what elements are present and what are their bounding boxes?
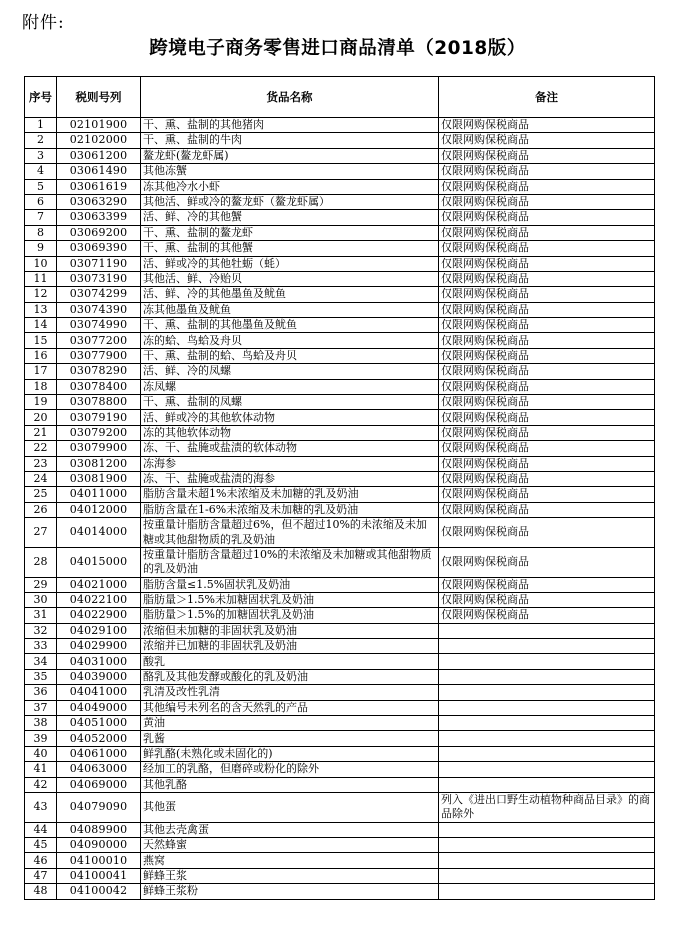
table-row: [25, 379, 655, 394]
row-seq-cell: 6: [25, 194, 57, 209]
row-tariff-code-cell: 04090000: [57, 838, 141, 853]
row-remarks-cell: 仅限网购保税商品: [439, 608, 655, 623]
row-tariff-code-cell: 02102000: [57, 133, 141, 148]
row-tariff-code-cell: 03061490: [57, 164, 141, 179]
table-row: [25, 210, 655, 225]
row-seq-cell: 37: [25, 700, 57, 715]
row-goods-name-cell: 经加工的乳酪，但磨碎或粉化的除外: [141, 762, 439, 777]
row-tariff-code-cell: 03074299: [57, 287, 141, 302]
table-row: [25, 133, 655, 148]
table-row: [25, 425, 655, 440]
table-row: [25, 777, 655, 792]
row-tariff-code-cell: 04061000: [57, 746, 141, 761]
row-remarks-cell: 仅限网购保税商品: [439, 225, 655, 240]
row-remarks-cell: [439, 669, 655, 684]
row-remarks-cell: [439, 716, 655, 731]
row-tariff-code-cell: 02101900: [57, 118, 141, 133]
table-row: [25, 793, 655, 823]
row-goods-name-cell: 其他蛋: [141, 793, 439, 823]
row-remarks-cell: [439, 853, 655, 868]
table-header-row: [25, 77, 655, 118]
table-row: [25, 762, 655, 777]
row-goods-name-cell: 干、熏、盐制的鳌龙虾: [141, 225, 439, 240]
row-remarks-cell: 仅限网购保税商品: [439, 456, 655, 471]
row-seq-cell: 24: [25, 471, 57, 486]
row-seq-cell: 23: [25, 456, 57, 471]
row-goods-name-cell: 鲜蜂王浆: [141, 868, 439, 883]
row-remarks-cell: 仅限网购保税商品: [439, 487, 655, 502]
row-seq-cell: 20: [25, 410, 57, 425]
row-seq-cell: 5: [25, 179, 57, 194]
row-tariff-code-cell: 04022100: [57, 592, 141, 607]
row-goods-name-cell: 乳酱: [141, 731, 439, 746]
row-tariff-code-cell: 04014000: [57, 518, 141, 548]
row-tariff-code-cell: 03079190: [57, 410, 141, 425]
row-seq-cell: 9: [25, 241, 57, 256]
row-seq-cell: 10: [25, 256, 57, 271]
row-remarks-cell: 仅限网购保税商品: [439, 256, 655, 271]
table-row: [25, 179, 655, 194]
row-goods-name-cell: 干、熏、盐制的牛肉: [141, 133, 439, 148]
row-tariff-code-cell: 03078400: [57, 379, 141, 394]
row-remarks-cell: 仅限网购保税商品: [439, 179, 655, 194]
table-row: [25, 364, 655, 379]
row-remarks-cell: 仅限网购保税商品: [439, 379, 655, 394]
row-seq-cell: 22: [25, 441, 57, 456]
row-seq-cell: 14: [25, 318, 57, 333]
row-seq-cell: 28: [25, 547, 57, 577]
row-goods-name-cell: 黄油: [141, 716, 439, 731]
row-goods-name-cell: 按重量计脂肪含量超过6%，但不超过10%的未浓缩及未加糖或其他甜物质的乳及奶油: [141, 518, 439, 548]
row-tariff-code-cell: 04049000: [57, 700, 141, 715]
row-goods-name-cell: 冻、干、盐腌或盐渍的海参: [141, 471, 439, 486]
row-remarks-cell: [439, 746, 655, 761]
row-goods-name-cell: 冻的其他软体动物: [141, 425, 439, 440]
table-row: [25, 395, 655, 410]
row-tariff-code-cell: 03081900: [57, 471, 141, 486]
row-goods-name-cell: 脂肪含量≤1.5%固状乳及奶油: [141, 577, 439, 592]
row-seq-cell: 26: [25, 502, 57, 517]
row-tariff-code-cell: 03069390: [57, 241, 141, 256]
row-goods-name-cell: 鲜乳酪(未熟化或未固化的): [141, 746, 439, 761]
row-remarks-cell: [439, 777, 655, 792]
row-seq-cell: 35: [25, 669, 57, 684]
row-goods-name-cell: 冻的蛤、鸟蛤及舟贝: [141, 333, 439, 348]
row-seq-cell: 4: [25, 164, 57, 179]
row-seq-cell: 40: [25, 746, 57, 761]
row-seq-cell: 2: [25, 133, 57, 148]
row-goods-name-cell: 其他去壳禽蛋: [141, 822, 439, 837]
row-goods-name-cell: 燕窝: [141, 853, 439, 868]
row-goods-name-cell: 脂肪量＞1.5%的加糖固状乳及奶油: [141, 608, 439, 623]
row-tariff-code-cell: 04012000: [57, 502, 141, 517]
table-row: [25, 518, 655, 548]
row-remarks-cell: [439, 685, 655, 700]
row-remarks-cell: [439, 838, 655, 853]
row-remarks-cell: 仅限网购保税商品: [439, 118, 655, 133]
row-goods-name-cell: 干、熏、盐制的其他蟹: [141, 241, 439, 256]
table-row: [25, 592, 655, 607]
row-tariff-code-cell: 04052000: [57, 731, 141, 746]
row-goods-name-cell: 酸乳: [141, 654, 439, 669]
row-remarks-cell: 仅限网购保税商品: [439, 287, 655, 302]
row-goods-name-cell: 乳清及改性乳清: [141, 685, 439, 700]
row-tariff-code-cell: 03061619: [57, 179, 141, 194]
table-row: [25, 685, 655, 700]
table-row: [25, 333, 655, 348]
row-goods-name-cell: 鲜蜂王浆粉: [141, 884, 439, 899]
row-tariff-code-cell: 03078290: [57, 364, 141, 379]
table-row: [25, 456, 655, 471]
row-tariff-code-cell: 04029100: [57, 623, 141, 638]
row-tariff-code-cell: 03063399: [57, 210, 141, 225]
row-tariff-code-cell: 03077900: [57, 348, 141, 363]
row-seq-cell: 8: [25, 225, 57, 240]
table-row: [25, 639, 655, 654]
column-header-seq: 序号: [25, 77, 57, 118]
row-tariff-code-cell: 04031000: [57, 654, 141, 669]
document-title: 跨境电子商务零售进口商品清单（2018版）: [149, 38, 526, 59]
row-seq-cell: 36: [25, 685, 57, 700]
table-row: [25, 194, 655, 209]
row-seq-cell: 30: [25, 592, 57, 607]
row-goods-name-cell: 天然蜂蜜: [141, 838, 439, 853]
row-remarks-cell: 仅限网购保税商品: [439, 471, 655, 486]
row-remarks-cell: [439, 700, 655, 715]
row-seq-cell: 41: [25, 762, 57, 777]
row-remarks-cell: [439, 884, 655, 899]
row-goods-name-cell: 其他冻蟹: [141, 164, 439, 179]
row-tariff-code-cell: 03069200: [57, 225, 141, 240]
row-seq-cell: 15: [25, 333, 57, 348]
row-goods-name-cell: 冻其他冷水小虾: [141, 179, 439, 194]
row-tariff-code-cell: 04100010: [57, 853, 141, 868]
row-seq-cell: 13: [25, 302, 57, 317]
row-remarks-cell: [439, 654, 655, 669]
row-seq-cell: 17: [25, 364, 57, 379]
row-remarks-cell: 仅限网购保税商品: [439, 318, 655, 333]
row-goods-name-cell: 活、鲜、冷的凤螺: [141, 364, 439, 379]
table-row: [25, 868, 655, 883]
row-tariff-code-cell: 04063000: [57, 762, 141, 777]
row-seq-cell: 21: [25, 425, 57, 440]
table-row: [25, 502, 655, 517]
row-tariff-code-cell: 03077200: [57, 333, 141, 348]
row-goods-name-cell: 其他编号未列名的含天然乳的产品: [141, 700, 439, 715]
row-tariff-code-cell: 04069000: [57, 777, 141, 792]
row-goods-name-cell: 干、熏、盐制的其他墨鱼及鱿鱼: [141, 318, 439, 333]
row-seq-cell: 12: [25, 287, 57, 302]
row-remarks-cell: 仅限网购保税商品: [439, 518, 655, 548]
table-row: [25, 164, 655, 179]
table-row: [25, 471, 655, 486]
row-goods-name-cell: 冻凤螺: [141, 379, 439, 394]
row-tariff-code-cell: 03081200: [57, 456, 141, 471]
row-tariff-code-cell: 04089900: [57, 822, 141, 837]
row-seq-cell: 42: [25, 777, 57, 792]
table-row: [25, 256, 655, 271]
row-remarks-cell: 仅限网购保税商品: [439, 148, 655, 163]
row-tariff-code-cell: 03078800: [57, 395, 141, 410]
row-tariff-code-cell: 03079200: [57, 425, 141, 440]
row-seq-cell: 48: [25, 884, 57, 899]
table-row: [25, 547, 655, 577]
row-goods-name-cell: 其他活、鲜、冷贻贝: [141, 271, 439, 286]
row-remarks-cell: [439, 822, 655, 837]
row-remarks-cell: 仅限网购保税商品: [439, 577, 655, 592]
row-remarks-cell: 仅限网购保税商品: [439, 364, 655, 379]
table-row: [25, 822, 655, 837]
row-goods-name-cell: 脂肪含量未超1%未浓缩及未加糖的乳及奶油: [141, 487, 439, 502]
row-remarks-cell: 仅限网购保税商品: [439, 133, 655, 148]
table-row: [25, 241, 655, 256]
row-seq-cell: 7: [25, 210, 57, 225]
row-remarks-cell: 仅限网购保税商品: [439, 271, 655, 286]
row-seq-cell: 25: [25, 487, 57, 502]
row-remarks-cell: 仅限网购保税商品: [439, 348, 655, 363]
row-seq-cell: 18: [25, 379, 57, 394]
row-seq-cell: 34: [25, 654, 57, 669]
row-goods-name-cell: 脂肪量＞1.5%未加糖固状乳及奶油: [141, 592, 439, 607]
row-tariff-code-cell: 04079090: [57, 793, 141, 823]
row-remarks-cell: 仅限网购保税商品: [439, 302, 655, 317]
row-goods-name-cell: 活、鲜、冷的其他墨鱼及鱿鱼: [141, 287, 439, 302]
row-seq-cell: 44: [25, 822, 57, 837]
table-row: [25, 853, 655, 868]
row-remarks-cell: 仅限网购保税商品: [439, 547, 655, 577]
column-header-remarks: 备注: [439, 77, 655, 118]
table-row: [25, 731, 655, 746]
table-row: [25, 700, 655, 715]
row-tariff-code-cell: 04100041: [57, 868, 141, 883]
table-row: [25, 623, 655, 638]
row-goods-name-cell: 浓缩并已加糖的非固状乳及奶油: [141, 639, 439, 654]
row-remarks-cell: 仅限网购保税商品: [439, 441, 655, 456]
column-header-tariff-code: 税则号列: [57, 77, 141, 118]
table-row: [25, 302, 655, 317]
table-row: [25, 487, 655, 502]
row-tariff-code-cell: 04029900: [57, 639, 141, 654]
row-goods-name-cell: 冻其他墨鱼及鱿鱼: [141, 302, 439, 317]
table-body: [25, 118, 655, 900]
row-seq-cell: 33: [25, 639, 57, 654]
row-goods-name-cell: 浓缩但未加糖的非固状乳及奶油: [141, 623, 439, 638]
row-tariff-code-cell: 04041000: [57, 685, 141, 700]
row-tariff-code-cell: 03079900: [57, 441, 141, 456]
row-tariff-code-cell: 03073190: [57, 271, 141, 286]
goods-list-table: [24, 76, 655, 900]
table-row: [25, 669, 655, 684]
table-row: [25, 746, 655, 761]
table-row: [25, 716, 655, 731]
row-tariff-code-cell: 03061200: [57, 148, 141, 163]
row-remarks-cell: 仅限网购保税商品: [439, 241, 655, 256]
table-row: [25, 838, 655, 853]
row-tariff-code-cell: 03071190: [57, 256, 141, 271]
table-row: [25, 441, 655, 456]
row-seq-cell: 31: [25, 608, 57, 623]
row-seq-cell: 11: [25, 271, 57, 286]
row-seq-cell: 3: [25, 148, 57, 163]
row-tariff-code-cell: 03074390: [57, 302, 141, 317]
row-tariff-code-cell: 04022900: [57, 608, 141, 623]
table-row: [25, 410, 655, 425]
row-goods-name-cell: 酪乳及其他发酵或酸化的乳及奶油: [141, 669, 439, 684]
row-goods-name-cell: 活、鲜或冷的其他软体动物: [141, 410, 439, 425]
row-remarks-cell: 仅限网购保税商品: [439, 502, 655, 517]
row-goods-name-cell: 干、熏、盐制的凤螺: [141, 395, 439, 410]
row-remarks-cell: 仅限网购保税商品: [439, 164, 655, 179]
row-goods-name-cell: 其他乳酪: [141, 777, 439, 792]
table-row: [25, 654, 655, 669]
row-remarks-cell: 仅限网购保税商品: [439, 592, 655, 607]
row-seq-cell: 46: [25, 853, 57, 868]
row-seq-cell: 47: [25, 868, 57, 883]
row-remarks-cell: 列入《进出口野生动植物种商品目录》的商品除外: [439, 793, 655, 823]
row-remarks-cell: 仅限网购保税商品: [439, 425, 655, 440]
row-remarks-cell: [439, 762, 655, 777]
row-tariff-code-cell: 03063290: [57, 194, 141, 209]
row-goods-name-cell: 冻、干、盐腌或盐渍的软体动物: [141, 441, 439, 456]
row-remarks-cell: [439, 623, 655, 638]
row-tariff-code-cell: 04051000: [57, 716, 141, 731]
attachment-label: 附件:: [22, 13, 65, 33]
row-tariff-code-cell: 03074990: [57, 318, 141, 333]
table-row: [25, 348, 655, 363]
row-remarks-cell: 仅限网购保税商品: [439, 210, 655, 225]
row-seq-cell: 27: [25, 518, 57, 548]
table-row: [25, 271, 655, 286]
row-goods-name-cell: 鳌龙虾(鳌龙虾属): [141, 148, 439, 163]
row-seq-cell: 19: [25, 395, 57, 410]
row-seq-cell: 39: [25, 731, 57, 746]
table-row: [25, 318, 655, 333]
row-remarks-cell: 仅限网购保税商品: [439, 194, 655, 209]
row-seq-cell: 45: [25, 838, 57, 853]
row-goods-name-cell: 冻海参: [141, 456, 439, 471]
row-seq-cell: 38: [25, 716, 57, 731]
row-seq-cell: 16: [25, 348, 57, 363]
column-header-goods-name: 货品名称: [141, 77, 439, 118]
row-remarks-cell: 仅限网购保税商品: [439, 333, 655, 348]
table-row: [25, 118, 655, 133]
row-remarks-cell: 仅限网购保税商品: [439, 410, 655, 425]
row-goods-name-cell: 按重量计脂肪含量超过10%的未浓缩及未加糖或其他甜物质的乳及奶油: [141, 547, 439, 577]
row-tariff-code-cell: 04011000: [57, 487, 141, 502]
table-row: [25, 884, 655, 899]
row-tariff-code-cell: 04015000: [57, 547, 141, 577]
row-seq-cell: 43: [25, 793, 57, 823]
row-seq-cell: 32: [25, 623, 57, 638]
row-goods-name-cell: 干、熏、盐制的蛤、鸟蛤及舟贝: [141, 348, 439, 363]
row-seq-cell: 1: [25, 118, 57, 133]
row-goods-name-cell: 干、熏、盐制的其他猪肉: [141, 118, 439, 133]
row-seq-cell: 29: [25, 577, 57, 592]
table-row: [25, 148, 655, 163]
row-goods-name-cell: 活、鲜或冷的其他牡蛎（蚝）: [141, 256, 439, 271]
row-remarks-cell: [439, 868, 655, 883]
table-row: [25, 287, 655, 302]
row-remarks-cell: 仅限网购保税商品: [439, 395, 655, 410]
row-goods-name-cell: 其他活、鲜或冷的鳌龙虾（鳌龙虾属）: [141, 194, 439, 209]
table-row: [25, 225, 655, 240]
row-tariff-code-cell: 04021000: [57, 577, 141, 592]
row-tariff-code-cell: 04039000: [57, 669, 141, 684]
row-goods-name-cell: 活、鲜、冷的其他蟹: [141, 210, 439, 225]
row-goods-name-cell: 脂肪含量在1-6%未浓缩及未加糖的乳及奶油: [141, 502, 439, 517]
row-remarks-cell: [439, 639, 655, 654]
row-remarks-cell: [439, 731, 655, 746]
row-tariff-code-cell: 04100042: [57, 884, 141, 899]
table-row: [25, 577, 655, 592]
table-row: [25, 608, 655, 623]
